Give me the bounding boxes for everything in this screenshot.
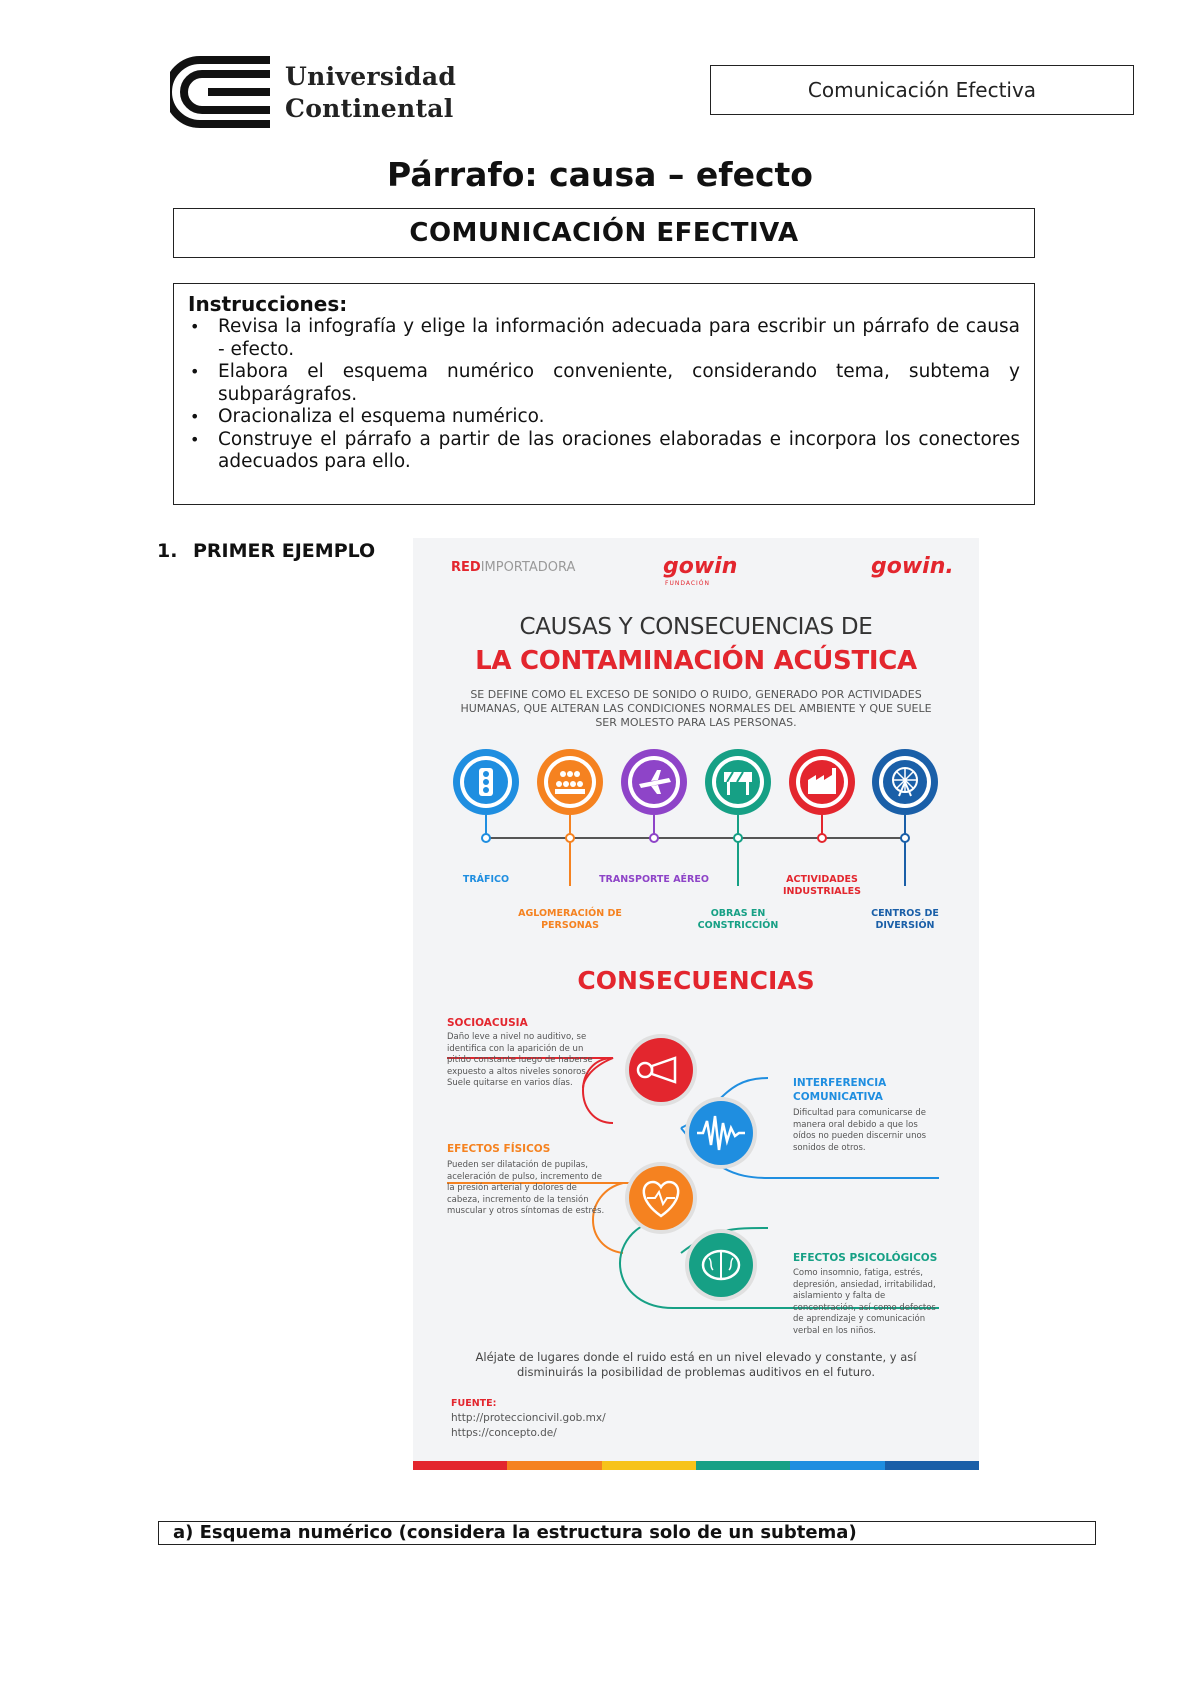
- university-logo: [170, 54, 457, 130]
- page-title: Párrafo: causa – efecto: [387, 155, 813, 194]
- source-link: https://concepto.de/: [451, 1427, 557, 1439]
- brand-red-rest: IMPORTADORA: [480, 560, 576, 575]
- consequence-heading-interference: INTERFERENCIA COMUNICATIVA: [793, 1077, 887, 1103]
- brand-gowin: gowin.: [871, 554, 954, 579]
- cause-label-crowds: AGLOMERACIÓN DE PERSONAS: [518, 908, 622, 931]
- infographic-title-line-1: CAUSAS Y CONSECUENCIAS DE: [519, 614, 873, 640]
- consequence-heading-socioacusia: SOCIOACUSIA: [447, 1017, 528, 1029]
- instruction-item: • Elabora el esquema numérico conveniente, considerando tema, subtema y subparágrafos.: [188, 361, 1020, 406]
- subject-box: COMUNICACIÓN EFECTIVA: [173, 208, 1035, 258]
- brain-icon: [685, 1229, 757, 1301]
- consequence-heading-physical: EFECTOS FÍSICOS: [447, 1143, 551, 1155]
- consequence-text-interference: Dificultad para comunicarse de manera oral debido a que los oídos no pueden discernir unos sonidos de otros.: [793, 1108, 927, 1153]
- infographic-advice: Aléjate de lugares donde el ruido está en un nivel elevado y constante, y así disminuirás la posibilidad de problemas auditivos en el futuro.: [475, 1350, 917, 1379]
- consequences-title: CONSECUENCIAS: [577, 966, 815, 995]
- instructions-box: [173, 283, 1035, 505]
- brand-red-importadora: [451, 560, 575, 575]
- strip-segment: [696, 1461, 790, 1470]
- strip-segment: [885, 1461, 979, 1470]
- section-title: PRIMER EJEMPLO: [193, 540, 376, 562]
- instructions-list: [188, 316, 1020, 474]
- horn-icon: [625, 1034, 697, 1106]
- logo-line-2: Continental: [285, 94, 454, 123]
- source-link: http://proteccioncivil.gob.mx/: [451, 1412, 606, 1424]
- consequence-text-socioacusia: Daño leve a nivel no auditivo, se identifica con la aparición de un pitido constante luego de haberse expuesto a altos niveles sonoros. Suele quitarse en varios días.: [447, 1032, 593, 1088]
- strip-segment: [602, 1461, 696, 1470]
- construction-barrier-icon: [705, 749, 771, 886]
- ferris-wheel-icon: [872, 749, 938, 886]
- infographic-image: [413, 538, 979, 1470]
- consequence-heading-psychological: EFECTOS PSICOLÓGICOS: [793, 1252, 938, 1264]
- cause-label-air-transport: TRANSPORTE AÉREO: [599, 874, 709, 885]
- airplane-icon: [621, 749, 687, 842]
- brand-red-bold: RED: [451, 560, 481, 575]
- cause-label-industrial: ACTIVIDADES INDUSTRIALES: [783, 874, 861, 897]
- factory-icon: [789, 749, 855, 842]
- sound-wave-icon: [685, 1097, 757, 1169]
- numeric-schema-box[interactable]: a) Esquema numérico (considera la estructura solo de un subtema): [158, 1521, 1096, 1545]
- color-strip: [413, 1461, 979, 1470]
- infographic-brands: [413, 554, 979, 587]
- source-label: FUENTE:: [451, 1398, 497, 1409]
- traffic-light-icon: [453, 749, 519, 842]
- instructions-heading: Instrucciones:: [188, 292, 348, 316]
- consequence-text-physical: Pueden ser dilatación de pupilas, aceleración de pulso, incremento de la presión arterial y dolores de cabeza, incremento de la tensión muscular y otros síntomas de estrés.: [447, 1160, 605, 1216]
- strip-segment: [790, 1461, 884, 1470]
- instruction-item: • Oracionaliza el esquema numérico.: [188, 406, 1020, 429]
- infographic-title-line-2: LA CONTAMINACIÓN ACÚSTICA: [475, 646, 917, 676]
- university-logo-mark-icon: [170, 54, 274, 130]
- instruction-item: • Revisa la infografía y elige la información adecuada para escribir un párrafo de causa - efecto.: [188, 316, 1020, 361]
- cause-label-entertainment: CENTROS DE DIVERSIÓN: [871, 908, 939, 931]
- cause-label-traffic: TRÁFICO: [462, 874, 510, 885]
- strip-segment: [413, 1461, 507, 1470]
- heart-pulse-icon: [625, 1162, 697, 1234]
- cause-label-construction: OBRAS EN CONSTRICCIÓN: [697, 908, 779, 931]
- infographic-description: SE DEFINE COMO EL EXCESO DE SONIDO O RUIDO, GENERADO POR ACTIVIDADES HUMANAS, QUE ALTERAN LAS CONDICIONES NORMALES DEL AMBIENTE Y QUE SUELE SER MOLESTO PARA LAS PERSONAS.: [460, 688, 932, 729]
- consequence-text-psychological: Como insomnio, fatiga, estrés, depresión, ansiedad, irritabilidad, aislamiento y falta de concentración, así como defectos de aprendizaje y comunicación verbal en los niños.: [793, 1268, 936, 1336]
- brand-gowin-foundation: gowin: [663, 554, 738, 579]
- logo-line-1: Universidad: [285, 62, 457, 91]
- instruction-item: • Construye el párrafo a partir de las oraciones elaboradas e incorpora los conectores adecuados para ello.: [188, 429, 1020, 474]
- crowd-icon: [537, 749, 603, 886]
- section-number: 1.: [157, 540, 178, 562]
- strip-segment: [507, 1461, 601, 1470]
- section-heading: [157, 540, 375, 562]
- course-name-box: Comunicación Efectiva: [710, 65, 1134, 115]
- brand-gowin-foundation-sub: FUNDACIÓN: [665, 580, 711, 587]
